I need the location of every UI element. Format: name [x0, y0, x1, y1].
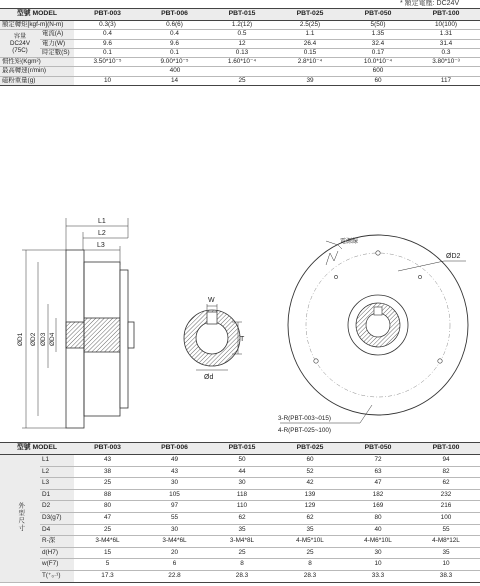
- dim-cell: 17.3: [74, 570, 141, 582]
- spec-header-col: PBT-003: [74, 9, 141, 21]
- spec-cell: 0.3(3): [74, 21, 141, 30]
- spec-cell: 0.5: [208, 30, 276, 39]
- dim-header-col: PBT-025: [276, 443, 344, 455]
- dim-header-col: PBT-050: [344, 443, 412, 455]
- dim-l3-label: L3: [97, 242, 105, 249]
- shaft-bore: [196, 322, 228, 354]
- dim-cell: 62: [276, 512, 344, 524]
- dim-cell: 38: [74, 466, 141, 478]
- spec-cell: 1.31: [412, 30, 480, 39]
- dim-cell: 43: [141, 466, 208, 478]
- spec-row-inertia: [0, 58, 480, 67]
- front-view-drawing: [268, 225, 480, 440]
- hub-bore: [366, 313, 390, 337]
- dim-front-d2-label: ØD2: [446, 253, 461, 260]
- dim-cell: 33.3: [344, 570, 412, 582]
- shaft-section-drawing: [174, 290, 258, 386]
- spec-cell: 2.5(25): [276, 21, 344, 30]
- dim-cell: 22.8: [141, 570, 208, 582]
- dim-l1-label: L1: [98, 218, 106, 225]
- spec-cell: 0.4: [74, 30, 141, 39]
- dim-row-label: L1: [40, 455, 74, 467]
- spec-cell: 10(100): [412, 21, 480, 30]
- dim-cell: 3-M4*6L: [74, 536, 141, 548]
- dim-d3-label: ØD3: [40, 332, 47, 346]
- dim-cell: 62: [208, 512, 276, 524]
- spec-cell: 1.60*10⁻⁴: [208, 58, 276, 67]
- spec-cell: 1.2(12): [208, 21, 276, 30]
- dim-row-label: T(⁺₀·¹): [40, 570, 74, 582]
- table-row: [0, 489, 480, 501]
- dim-cell: 47: [74, 512, 141, 524]
- spec-cell: 26.4: [276, 39, 344, 48]
- dim-header-col: PBT-015: [208, 443, 276, 455]
- table-row: [0, 570, 480, 582]
- dim-l2-label: L2: [98, 230, 106, 237]
- dim-cell: 80: [74, 501, 141, 513]
- dim-row-label: R-深: [40, 536, 74, 548]
- dim-cell: 8: [208, 559, 276, 571]
- wire-label: 電源線: [340, 239, 359, 245]
- table-row: [0, 466, 480, 478]
- spec-header-col: PBT-100: [412, 9, 480, 21]
- spec-cell: 32.4: [344, 39, 412, 48]
- dim-d4-label: ØD4: [49, 332, 56, 346]
- dim-d2-label: ØD2: [30, 332, 37, 346]
- dim-cell: 63: [344, 466, 412, 478]
- spec-cell: 9.6: [141, 39, 208, 48]
- dim-cell: 20: [141, 547, 208, 559]
- spec-cell: 0.6(6): [141, 21, 208, 30]
- dim-cell: 60: [276, 455, 344, 467]
- dim-header-row: [0, 443, 480, 455]
- dim-cell: 139: [276, 489, 344, 501]
- dim-group-label: [0, 455, 40, 583]
- dim-cell: 25: [74, 478, 141, 490]
- hub-keyway: [374, 307, 382, 315]
- shaft-keyway: [207, 312, 217, 324]
- hole-note-1: 3-R(PBT-003~015): [278, 415, 332, 422]
- spec-header-col: PBT-015: [208, 9, 276, 21]
- dim-cell: 129: [276, 501, 344, 513]
- dim-cell: 47: [344, 478, 412, 490]
- dim-cell: 3-M4*6L: [141, 536, 208, 548]
- dim-cell: 88: [74, 489, 141, 501]
- table-row: [0, 478, 480, 490]
- dim-cell: 42: [276, 478, 344, 490]
- dim-cell: 35: [208, 524, 276, 536]
- dim-cell: 100: [412, 512, 480, 524]
- dim-d1-label: ØD1: [17, 332, 24, 346]
- dim-row-label: L3: [40, 478, 74, 490]
- spec-capacity-group: [0, 30, 40, 58]
- spec-row-weight: [0, 76, 480, 85]
- spec-row-max-speed: [0, 67, 480, 76]
- dim-cell: 10: [412, 559, 480, 571]
- spec-cell: 400: [74, 67, 276, 76]
- dim-cell: 82: [412, 466, 480, 478]
- spec-row-time-constant: [0, 48, 480, 57]
- dim-t-label: T: [240, 336, 245, 343]
- dim-cell: 30: [141, 478, 208, 490]
- spec-capacity-group-text: 容量 DC24V (75C): [10, 33, 30, 55]
- spec-cell: 1.1: [276, 30, 344, 39]
- dim-header-model: 型號 MODEL: [0, 443, 74, 455]
- dim-cell: 72: [344, 455, 412, 467]
- dim-header-col: PBT-003: [74, 443, 141, 455]
- spec-label: 最高轉速(r/min): [0, 67, 74, 76]
- spec-cell: 0.3: [412, 48, 480, 57]
- spec-cell: 0.13: [208, 48, 276, 57]
- dim-d-label: Ød: [204, 374, 214, 381]
- dim-group-label-text: 外型尺寸: [17, 502, 25, 532]
- dim-header-col: PBT-100: [412, 443, 480, 455]
- spec-label: 額定轉矩[kgf-m](N-m): [0, 21, 74, 30]
- spec-cell: 10.0*10⁻⁴: [344, 58, 412, 67]
- hole-note-2: 4-R(PBT-025~100): [278, 427, 332, 434]
- dim-w-label: W: [208, 297, 215, 304]
- table-row: [0, 455, 480, 467]
- dim-cell: 43: [74, 455, 141, 467]
- dim-cell: 35: [412, 547, 480, 559]
- dim-cell: 5: [74, 559, 141, 571]
- spec-cell: 31.4: [412, 39, 480, 48]
- dimension-table: [0, 442, 480, 583]
- dim-cell: 38.3: [412, 570, 480, 582]
- dim-cell: 30: [344, 547, 412, 559]
- spec-cell: 12: [208, 39, 276, 48]
- dim-cell: 49: [141, 455, 208, 467]
- dim-row-label: D1: [40, 489, 74, 501]
- dim-cell: 105: [141, 489, 208, 501]
- spec-label: 慣性矩(Kgm²): [0, 58, 74, 67]
- dim-cell: 8: [276, 559, 344, 571]
- dim-cell: 40: [344, 524, 412, 536]
- spec-cell: 5(50): [344, 21, 412, 30]
- dim-row-label: w(F7): [40, 559, 74, 571]
- spec-row-torque: [0, 21, 480, 30]
- spec-cell: 0.15: [276, 48, 344, 57]
- table-row: [0, 512, 480, 524]
- top-note: * 額定電壓: DC24V: [400, 0, 460, 7]
- dim-cell: 62: [412, 478, 480, 490]
- dim-cell: 118: [208, 489, 276, 501]
- spec-cell: 600: [276, 67, 480, 76]
- spec-cell: 2.8*10⁻⁴: [276, 58, 344, 67]
- spec-row-power: [0, 39, 480, 48]
- spec-label: 電流(A): [40, 30, 74, 39]
- table-row: [0, 501, 480, 513]
- dim-cell: 25: [276, 547, 344, 559]
- dim-cell: 94: [412, 455, 480, 467]
- spec-cell: 0.17: [344, 48, 412, 57]
- dim-cell: 10: [344, 559, 412, 571]
- table-row: [0, 536, 480, 548]
- brake-body-side: [66, 250, 134, 428]
- dim-cell: 25: [208, 547, 276, 559]
- spec-header-col: PBT-050: [344, 9, 412, 21]
- spec-header-col: PBT-025: [276, 9, 344, 21]
- dim-cell: 4-M8*12L: [412, 536, 480, 548]
- spec-cell: 0.1: [141, 48, 208, 57]
- spec-cell: 0.4: [141, 30, 208, 39]
- dim-cell: 15: [74, 547, 141, 559]
- table-row: [0, 524, 480, 536]
- spec-label: 時定數(S): [40, 48, 74, 57]
- spec-cell: 1.35: [344, 30, 412, 39]
- spec-header-col: PBT-006: [141, 9, 208, 21]
- dim-cell: 169: [344, 501, 412, 513]
- dim-cell: 55: [141, 512, 208, 524]
- dim-cell: 4-M5*10L: [276, 536, 344, 548]
- dim-table-body: [0, 455, 480, 583]
- spec-header-row: [0, 9, 480, 21]
- dim-row-label: D3(g7): [40, 512, 74, 524]
- table-row: [0, 547, 480, 559]
- spec-cell: 9.6: [74, 39, 141, 48]
- dim-cell: 232: [412, 489, 480, 501]
- spec-cell: 9.00*10⁻⁵: [141, 58, 208, 67]
- dim-cell: 50: [208, 455, 276, 467]
- table-row: [0, 559, 480, 571]
- spec-header-model: 型號 MODEL: [0, 9, 74, 21]
- spec-table: [0, 8, 480, 86]
- dim-cell: 28.3: [208, 570, 276, 582]
- dim-cell: 35: [276, 524, 344, 536]
- spec-cell: 3.80*10⁻³: [412, 58, 480, 67]
- dim-row-label: D2: [40, 501, 74, 513]
- dim-cell: 6: [141, 559, 208, 571]
- dim-cell: 28.3: [276, 570, 344, 582]
- dim-cell: 52: [276, 466, 344, 478]
- dim-cell: 30: [141, 524, 208, 536]
- spec-cell: 14: [141, 76, 208, 85]
- spec-label: 電力(W): [40, 39, 74, 48]
- spec-row-current: [0, 30, 480, 39]
- dim-row-label: L2: [40, 466, 74, 478]
- dim-cell: 110: [208, 501, 276, 513]
- dim-cell: 216: [412, 501, 480, 513]
- spec-cell: 39: [276, 76, 344, 85]
- dim-cell: 182: [344, 489, 412, 501]
- spec-cell: 10: [74, 76, 141, 85]
- spec-cell: 25: [208, 76, 276, 85]
- side-view-drawing: [0, 210, 160, 440]
- spec-cell: 0.1: [74, 48, 141, 57]
- spec-cell: 3.50*10⁻⁵: [74, 58, 141, 67]
- dim-row-label: D4: [40, 524, 74, 536]
- dim-cell: 3-M4*8L: [208, 536, 276, 548]
- spec-cell: 117: [412, 76, 480, 85]
- dim-header-col: PBT-006: [141, 443, 208, 455]
- dim-cell: 30: [208, 478, 276, 490]
- dim-cell: 4-M6*10L: [344, 536, 412, 548]
- dim-row-label: d(H7): [40, 547, 74, 559]
- dim-cell: 25: [74, 524, 141, 536]
- spec-cell: 60: [344, 76, 412, 85]
- dim-cell: 97: [141, 501, 208, 513]
- dim-cell: 44: [208, 466, 276, 478]
- spec-label: 磁粉重量(g): [0, 76, 74, 85]
- dim-cell: 80: [344, 512, 412, 524]
- dim-cell: 55: [412, 524, 480, 536]
